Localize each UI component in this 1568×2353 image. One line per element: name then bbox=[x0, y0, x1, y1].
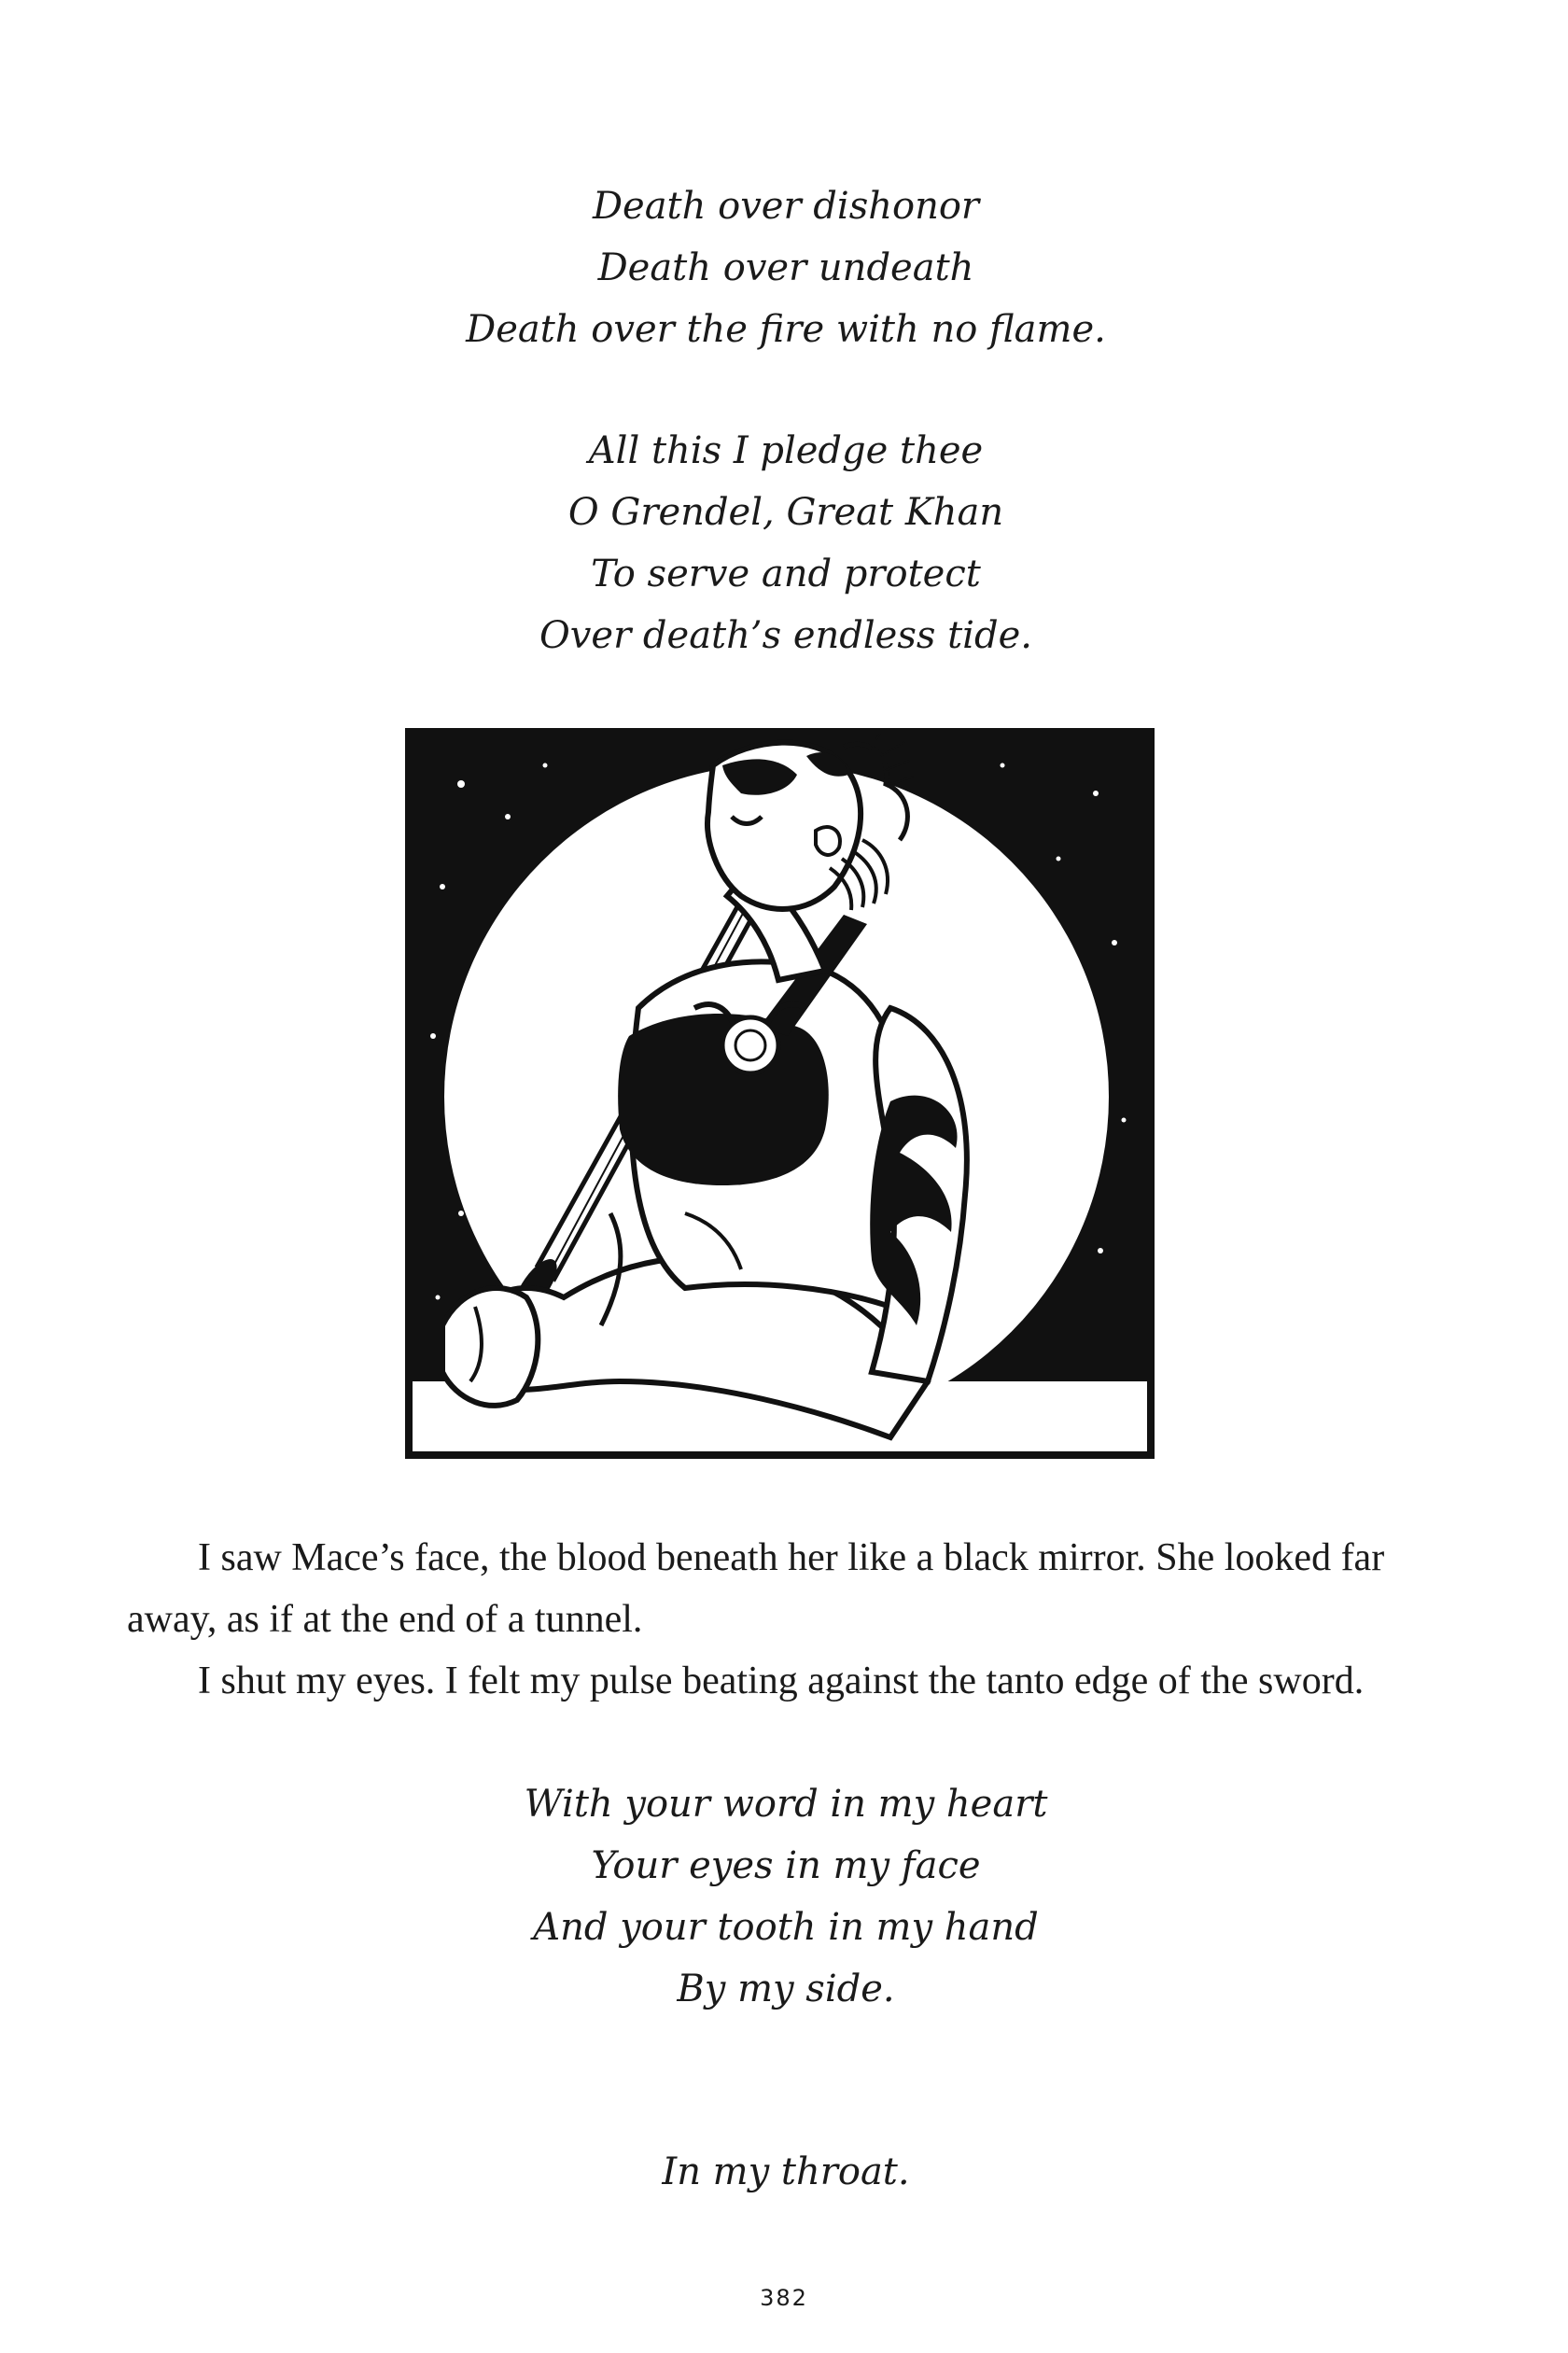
warrior-with-sword-illustration bbox=[405, 728, 1155, 1459]
verse-line: Death over dishonor bbox=[592, 185, 980, 228]
verse-line: By my side. bbox=[677, 1968, 895, 2010]
verse-line: To serve and protect bbox=[591, 553, 981, 595]
verse-line: And your tooth in my hand bbox=[533, 1906, 1039, 1949]
verse-line: Over death’s endless tide. bbox=[539, 614, 1032, 657]
verse-line: In my throat. bbox=[662, 2150, 910, 2193]
verse-line: With your word in my heart bbox=[524, 1783, 1048, 1826]
verse-line: Death over undeath bbox=[597, 246, 974, 289]
verse-stanza-3 bbox=[2, 1773, 1568, 2020]
verse-line: All this I pledge thee bbox=[588, 429, 984, 472]
prose-paragraph-2 bbox=[127, 1650, 1415, 1712]
prose-paragraph-1 bbox=[127, 1527, 1415, 1650]
paragraph-text: I shut my eyes. I felt my pulse beating against the tanto edge of the sword. bbox=[198, 1660, 1365, 1702]
paragraph-text: I saw Mace’s face, the blood beneath her like a black mirror. She looked far away, as if at the end of a tunnel. bbox=[127, 1536, 1385, 1641]
verse-line: Death over the fire with no flame. bbox=[466, 308, 1106, 351]
page-number: 382 bbox=[760, 2285, 808, 2311]
verse-stanza-2 bbox=[2, 420, 1568, 666]
verse-stanza-1 bbox=[2, 175, 1568, 360]
verse-line: Your eyes in my face bbox=[591, 1844, 981, 1887]
verse-line: O Grendel, Great Khan bbox=[567, 491, 1004, 534]
verse-stanza-4 bbox=[2, 2141, 1568, 2203]
